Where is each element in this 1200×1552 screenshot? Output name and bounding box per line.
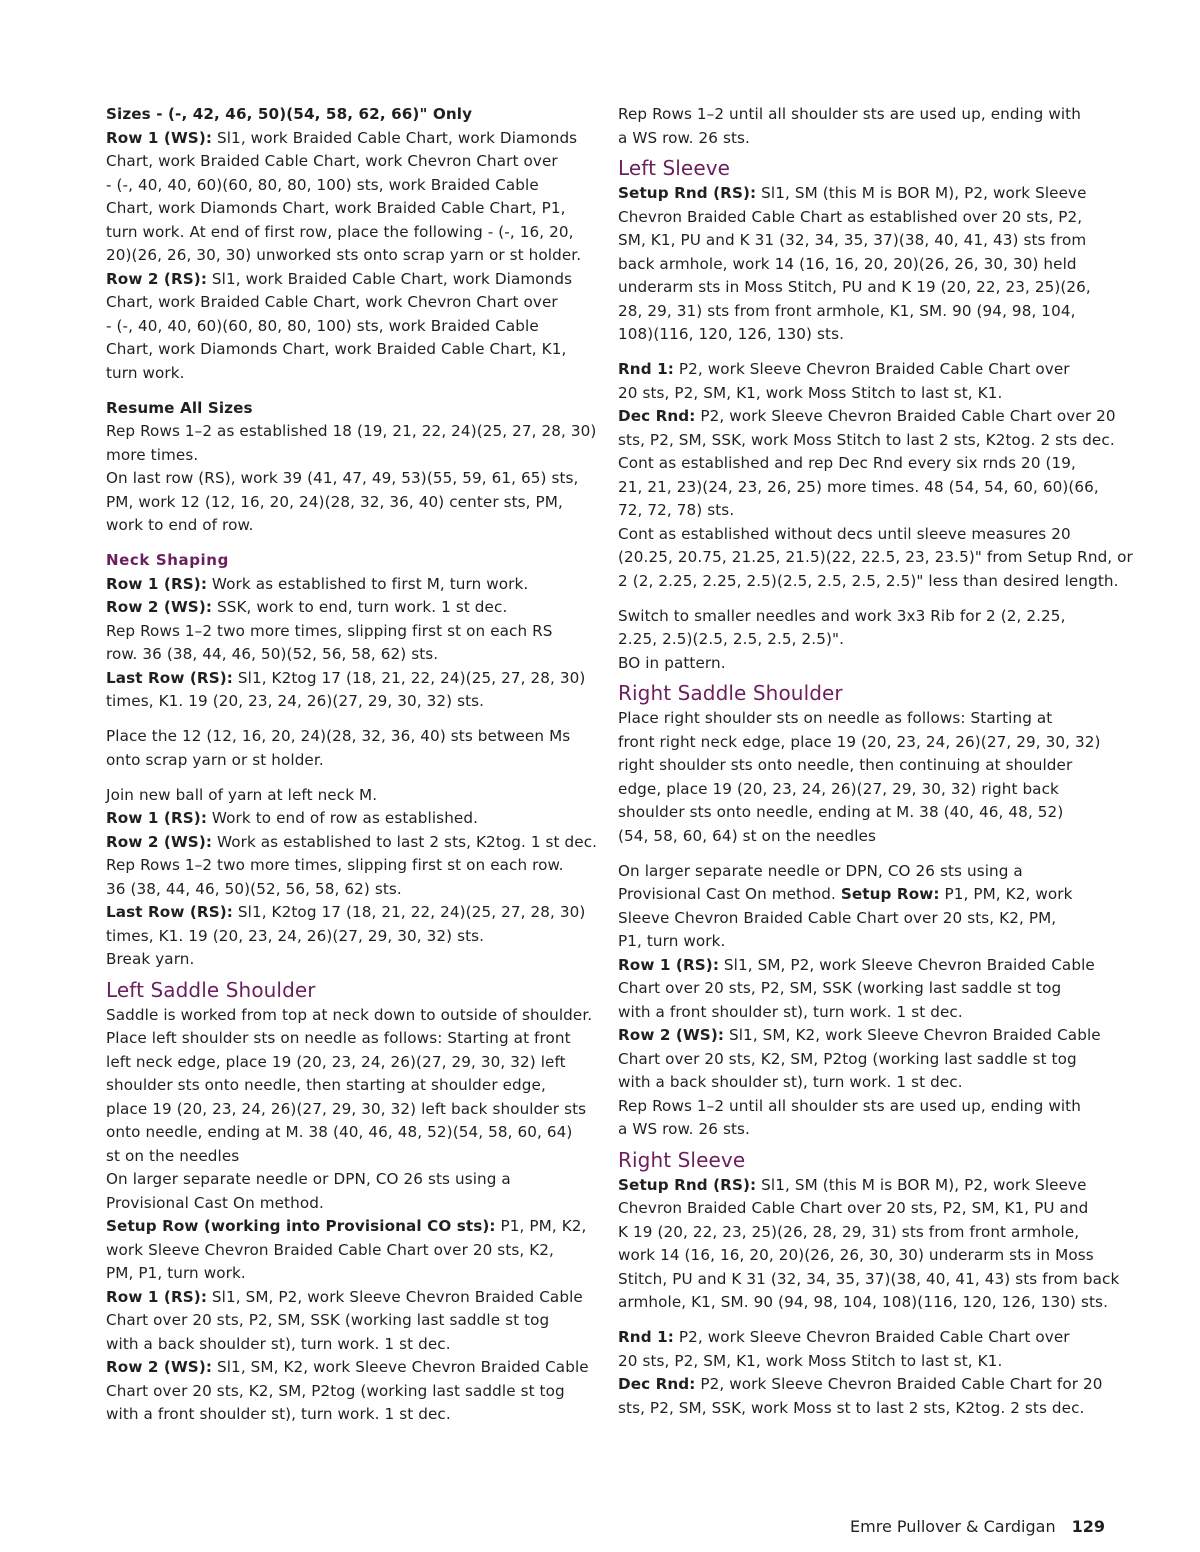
text-line: Chart over 20 sts, K2, SM, P2tog (working last saddle st tog — [618, 1049, 1077, 1068]
page-number: 129 — [1071, 1517, 1105, 1536]
left-saddle-section — [106, 978, 594, 1427]
text-line: turn work. At end of first row, place the following - (-, 16, 20, — [106, 222, 574, 241]
row-1-line — [618, 954, 1106, 978]
text-line: 36 (38, 44, 46, 50)(52, 56, 58, 62) sts. — [106, 879, 402, 898]
dec-rnd-label: Dec Rnd: — [618, 407, 696, 425]
text-line: Chart over 20 sts, P2, SM, SSK (working last saddle st tog — [618, 979, 1062, 997]
row-1-label: Row 1 (RS): — [618, 955, 719, 974]
text-line: Cont as established without decs until sleeve measures 20 — [618, 524, 1071, 543]
text-line: 72, 72, 78) sts. — [618, 501, 735, 519]
row-2-label: Row 2 (WS): — [618, 1026, 725, 1044]
setup-row-text: P1, PM, K2, — [495, 1217, 587, 1235]
last-row-label: Last Row (RS): — [106, 903, 233, 921]
setup-row-line — [106, 1215, 594, 1239]
text-line: more times. — [106, 445, 199, 464]
setup-rnd-text: Sl1, SM (this M is BOR M), P2, work Sleeve — [756, 1175, 1087, 1194]
sizes-section — [106, 103, 594, 385]
text-line: 2 (2, 2.25, 2.25, 2.5)(2.5, 2.5, 2.5, 2.5)" less than desired length. — [618, 571, 1119, 590]
text-line: a WS row. 26 sts. — [618, 1120, 750, 1138]
text-line: shoulder sts onto needle, ending at M. 38 (40, 46, 48, 52) — [618, 803, 1064, 821]
setup-rnd-label: Setup Rnd (RS): — [618, 184, 757, 202]
setup-rnd-line — [618, 182, 1106, 206]
text-line: - (-, 40, 40, 60)(60, 80, 80, 100) sts, work Braided Cable — [106, 175, 539, 194]
row-2-label: Row 2 (WS): — [106, 598, 213, 616]
text-line: front right neck edge, place 19 (20, 23, 24, 26)(27, 29, 30, 32) — [618, 732, 1101, 751]
right-saddle-heading: Right Saddle Shoulder — [618, 681, 843, 705]
text-line: Chevron Braided Cable Chart over 20 sts, P2, SM, K1, PU and — [618, 1199, 1089, 1217]
last-row-line — [106, 667, 594, 691]
row-1-text: Work as established to first M, turn work. — [207, 574, 529, 593]
text-line: a WS row. 26 sts. — [618, 128, 750, 147]
text-line: Rep Rows 1–2 until all shoulder sts are used up, ending with — [618, 105, 1081, 123]
row-2-text: Sl1, work Braided Cable Chart, work Diamonds — [207, 269, 573, 288]
text-line: right shoulder sts onto needle, then continuing at shoulder — [618, 756, 1073, 774]
row-2-label: Row 2 (WS): — [106, 1358, 213, 1376]
join-section — [106, 784, 598, 972]
row-1-line — [106, 807, 594, 831]
text-line: SM, K1, PU and K 31 (32, 34, 35, 37)(38, 40, 41, 43) sts from — [618, 231, 1087, 249]
row-2-text: Sl1, SM, K2, work Sleeve Chevron Braided Cable — [212, 1358, 589, 1376]
left-sleeve-section — [618, 156, 1106, 347]
rnd-1-line — [618, 358, 1106, 382]
resume-heading: Resume All Sizes — [106, 398, 253, 417]
text-line: work to end of row. — [106, 516, 254, 534]
rnd-section-2 — [618, 1326, 1106, 1420]
row-1-text: Work to end of row as established. — [207, 809, 479, 827]
text-line: Saddle is worked from top at neck down to outside of shoulder. — [106, 1005, 593, 1024]
text-line: Break yarn. — [106, 950, 195, 968]
row-1-label: Row 1 (RS): — [106, 1287, 207, 1306]
rnd-1-line — [618, 1326, 1106, 1350]
last-row-label: Last Row (RS): — [106, 668, 233, 687]
setup-row-line — [618, 883, 1106, 907]
row-1-line — [106, 127, 594, 151]
row-2-line — [106, 1356, 594, 1380]
text-line: On larger separate needle or DPN, CO 26 sts using a — [618, 861, 1023, 880]
text-line: Provisional Cast On method. — [106, 1193, 324, 1212]
rnd-1-text: P2, work Sleeve Chevron Braided Cable Chart over — [673, 360, 1070, 378]
text-line: K 19 (20, 22, 23, 25)(26, 28, 29, 31) sts from front armhole, — [618, 1222, 1080, 1241]
text-line: Sleeve Chevron Braided Cable Chart over 20 sts, K2, PM, — [618, 908, 1057, 927]
cast-on-text: Provisional Cast On method. — [618, 885, 841, 903]
text-line: onto needle, ending at M. 38 (40, 46, 48, 52)(54, 58, 60, 64) — [106, 1123, 573, 1141]
text-line: Rep Rows 1–2 two more times, slipping first st on each row. — [106, 856, 564, 874]
text-line: work Sleeve Chevron Braided Cable Chart over 20 sts, K2, — [106, 1240, 554, 1259]
row-2-label: Row 2 (WS): — [106, 832, 213, 851]
last-row-text: Sl1, K2tog 17 (18, 21, 22, 24)(25, 27, 28, 30) — [232, 668, 586, 687]
text-line: 108)(116, 120, 126, 130) sts. — [618, 325, 845, 343]
text-line: Place right shoulder sts on needle as follows: Starting at — [618, 709, 1053, 727]
text-line: with a front shoulder st), turn work. 1 st dec. — [618, 1002, 963, 1021]
rnd-1-label: Rnd 1: — [618, 360, 674, 378]
text-line: work 14 (16, 16, 20, 20)(26, 26, 30, 30) underarm sts in Moss — [618, 1246, 1094, 1264]
text-line: Chart, work Braided Cable Chart, work Chevron Chart over — [106, 293, 558, 311]
text-line: Place left shoulder sts on needle as follows: Starting at front — [106, 1029, 571, 1047]
row-2-text: Sl1, SM, K2, work Sleeve Chevron Braided Cable — [724, 1026, 1101, 1044]
text-line: sts, P2, SM, SSK, work Moss Stitch to last 2 sts, K2tog. 2 sts dec. — [618, 430, 1115, 449]
row-1-label: Row 1 (WS): — [106, 128, 213, 147]
text-line: Rep Rows 1–2 until all shoulder sts are used up, ending with — [618, 1096, 1081, 1115]
text-line: times, K1. 19 (20, 23, 24, 26)(27, 29, 30, 32) sts. — [106, 692, 485, 710]
text-line: with a front shoulder st), turn work. 1 st dec. — [106, 1405, 451, 1423]
row-1-text: Sl1, SM, P2, work Sleeve Chevron Braided Cable — [207, 1287, 583, 1306]
text-line: armhole, K1, SM. 90 (94, 98, 104, 108)(116, 120, 126, 130) sts. — [618, 1293, 1108, 1311]
setup-rnd-label: Setup Rnd (RS): — [618, 1175, 757, 1194]
text-line: On larger separate needle or DPN, CO 26 sts using a — [106, 1170, 511, 1188]
rnd-1-label: Rnd 1: — [618, 1328, 674, 1346]
dec-rnd-label: Dec Rnd: — [618, 1375, 696, 1393]
page-footer — [850, 1516, 1105, 1538]
text-line: Join new ball of yarn at left neck M. — [106, 785, 378, 804]
setup-rnd-text: Sl1, SM (this M is BOR M), P2, work Sleeve — [756, 184, 1087, 202]
text-line: 21, 21, 23)(24, 23, 26, 25) more times. 48 (54, 54, 60, 60)(66, — [618, 477, 1099, 496]
row-2-line — [618, 1024, 1106, 1048]
text-line: onto scrap yarn or st holder. — [106, 750, 324, 769]
right-sleeve-section — [618, 1147, 1120, 1315]
text-line: (54, 58, 60, 64) st on the needles — [618, 826, 876, 845]
row-2-text: SSK, work to end, turn work. 1 st dec. — [212, 598, 508, 616]
text-line: Cont as established and rep Dec Rnd every six rnds 20 (19, — [618, 454, 1076, 472]
text-line: On last row (RS), work 39 (41, 47, 49, 53)(55, 59, 61, 65) sts, — [106, 469, 579, 487]
row-2-line — [106, 596, 594, 620]
text-line: - (-, 40, 40, 60)(60, 80, 80, 100) sts, work Braided Cable — [106, 316, 539, 335]
text-line: turn work. — [106, 363, 185, 382]
rep-rows-section — [618, 103, 1106, 150]
dec-rnd-line — [618, 405, 1116, 429]
text-line: left neck edge, place 19 (20, 23, 24, 26)(27, 29, 30, 32) left — [106, 1052, 566, 1071]
text-line: times, K1. 19 (20, 23, 24, 26)(27, 29, 30, 32) sts. — [106, 926, 485, 945]
setup-row-label: Setup Row (working into Provisional CO sts): — [106, 1217, 496, 1235]
text-line: Rep Rows 1–2 as established 18 (19, 21, 22, 24)(25, 27, 28, 30) — [106, 422, 597, 440]
right-saddle-section — [618, 681, 1106, 848]
row-1-label: Row 1 (RS): — [106, 809, 207, 827]
neck-shaping-heading: Neck Shaping — [106, 551, 229, 569]
setup-row-text: P1, PM, K2, work — [939, 885, 1073, 903]
text-line: Place the 12 (12, 16, 20, 24)(28, 32, 36, 40) sts between Ms — [106, 727, 571, 745]
text-line: row. 36 (38, 44, 46, 50)(52, 56, 58, 62) sts. — [106, 645, 439, 663]
row-2-line — [106, 831, 598, 855]
text-line: 2.25, 2.5)(2.5, 2.5, 2.5, 2.5)". — [618, 630, 844, 648]
text-line: (20.25, 20.75, 21.25, 21.5)(22, 22.5, 23, 23.5)" from Setup Rnd, or — [618, 548, 1133, 566]
text-line: edge, place 19 (20, 23, 24, 26)(27, 29, 30, 32) right back — [618, 779, 1059, 798]
text-line: BO in pattern. — [618, 653, 726, 672]
row-1-line — [106, 1286, 594, 1310]
row-2-line — [106, 268, 594, 292]
footer-title: Emre Pullover & Cardigan — [850, 1517, 1056, 1536]
text-line: underarm sts in Moss Stitch, PU and K 19 (20, 22, 23, 25)(26, — [618, 278, 1091, 296]
row-1-label: Row 1 (RS): — [106, 574, 207, 593]
last-row-line — [106, 901, 594, 925]
switch-section — [618, 605, 1106, 676]
text-line: 28, 29, 31) sts from front armhole, K1, SM. 90 (94, 98, 104, — [618, 301, 1076, 320]
left-sleeve-heading: Left Sleeve — [618, 156, 731, 180]
text-line: Rep Rows 1–2 two more times, slipping first st on each RS — [106, 621, 553, 640]
text-line: back armhole, work 14 (16, 16, 20, 20)(26, 26, 30, 30) held — [618, 254, 1077, 273]
text-line: Stitch, PU and K 31 (32, 34, 35, 37)(38, 40, 41, 43) sts from back — [618, 1269, 1120, 1288]
text-line: Chart, work Braided Cable Chart, work Chevron Chart over — [106, 152, 558, 170]
text-line: Chevron Braided Cable Chart as established over 20 sts, P2, — [618, 207, 1083, 226]
row-1-line — [106, 573, 594, 597]
row-2-label: Row 2 (RS): — [106, 269, 207, 288]
left-saddle-heading: Left Saddle Shoulder — [106, 977, 316, 1002]
dec-rnd-text: P2, work Sleeve Chevron Braided Cable Chart for 20 — [695, 1375, 1103, 1393]
last-row-text: Sl1, K2tog 17 (18, 21, 22, 24)(25, 27, 28, 30) — [232, 903, 586, 921]
text-line: Chart, work Diamonds Chart, work Braided Cable Chart, P1, — [106, 199, 566, 217]
setup-row-label: Setup Row: — [840, 885, 940, 903]
setup-rnd-line — [618, 1174, 1106, 1198]
place-section — [106, 725, 594, 772]
row-1-text: Sl1, work Braided Cable Chart, work Diamonds — [212, 128, 578, 147]
text-line: with a back shoulder st), turn work. 1 st dec. — [618, 1073, 963, 1091]
text-line: with a back shoulder st), turn work. 1 st dec. — [106, 1334, 451, 1353]
text-line: 20 sts, P2, SM, K1, work Moss Stitch to last st, K1. — [618, 1351, 1003, 1370]
text-line: 20 sts, P2, SM, K1, work Moss Stitch to last st, K1. — [618, 383, 1003, 402]
text-line: PM, P1, turn work. — [106, 1264, 246, 1282]
rnd-section — [618, 358, 1133, 593]
text-line: Chart over 20 sts, K2, SM, P2tog (working last saddle st tog — [106, 1381, 565, 1400]
rnd-1-text: P2, work Sleeve Chevron Braided Cable Chart over — [673, 1328, 1070, 1346]
right-sleeve-heading: Right Sleeve — [618, 1147, 746, 1172]
text-line: Chart over 20 sts, P2, SM, SSK (working last saddle st tog — [106, 1311, 550, 1329]
row-2-text: Work as established to last 2 sts, K2tog. 1 st dec. — [212, 832, 598, 851]
text-line: st on the needles — [106, 1146, 240, 1165]
text-line: Switch to smaller needles and work 3x3 Rib for 2 (2, 2.25, — [618, 606, 1066, 625]
row-1-text: Sl1, SM, P2, work Sleeve Chevron Braided Cable — [719, 955, 1095, 974]
text-line: P1, turn work. — [618, 932, 726, 950]
text-line: Chart, work Diamonds Chart, work Braided Cable Chart, K1, — [106, 340, 567, 358]
text-line: sts, P2, SM, SSK, work Moss st to last 2 sts, K2tog. 2 sts dec. — [618, 1398, 1085, 1417]
right-column — [618, 103, 1133, 1432]
left-column — [106, 103, 598, 1438]
text-line: 20)(26, 26, 30, 30) unworked sts onto scrap yarn or st holder. — [106, 246, 582, 264]
sizes-heading: Sizes - (-, 42, 46, 50)(54, 58, 62, 66)" Only — [106, 105, 473, 123]
co-section — [618, 860, 1106, 1142]
text-line: shoulder sts onto needle, then starting at shoulder edge, — [106, 1076, 546, 1094]
text-line: place 19 (20, 23, 24, 26)(27, 29, 30, 32) left back shoulder sts — [106, 1099, 587, 1118]
dec-rnd-text: P2, work Sleeve Chevron Braided Cable Chart over 20 — [695, 407, 1116, 425]
text-line: PM, work 12 (12, 16, 20, 24)(28, 32, 36, 40) center sts, PM, — [106, 492, 563, 511]
neck-shaping-section — [106, 549, 594, 714]
resume-section — [106, 397, 597, 538]
dec-rnd-line — [618, 1373, 1106, 1397]
